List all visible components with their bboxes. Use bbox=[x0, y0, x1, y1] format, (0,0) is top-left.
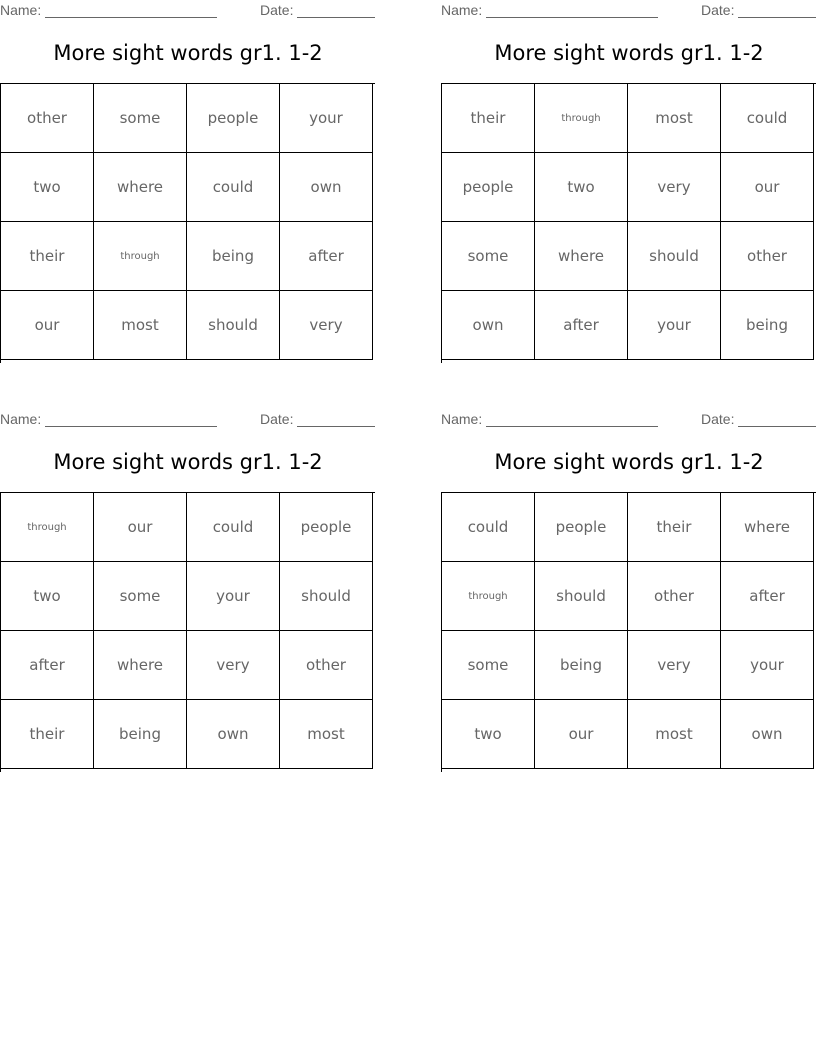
grid-cell: being bbox=[721, 291, 814, 360]
grid-cell: through bbox=[535, 84, 628, 153]
word-grid bbox=[441, 83, 816, 363]
grid-cell: two bbox=[535, 153, 628, 222]
grid-cell: should bbox=[628, 222, 721, 291]
grid-cell: could bbox=[442, 493, 535, 562]
grid-cell: through bbox=[442, 562, 535, 631]
grid-cell: through bbox=[1, 493, 94, 562]
grid-cell: other bbox=[280, 631, 373, 700]
grid-cell: where bbox=[94, 153, 187, 222]
grid-cell: after bbox=[280, 222, 373, 291]
grid-cell: your bbox=[187, 562, 280, 631]
card-header bbox=[441, 411, 816, 429]
grid-cell: people bbox=[187, 84, 280, 153]
date-label: Date: bbox=[260, 2, 294, 18]
grid-cell: our bbox=[721, 153, 814, 222]
word-grid bbox=[441, 492, 816, 772]
date-blank-line[interactable] bbox=[738, 426, 816, 427]
grid-cell: your bbox=[628, 291, 721, 360]
card-title: More sight words gr1. 1-2 bbox=[494, 450, 764, 474]
grid-cell: being bbox=[535, 631, 628, 700]
card-header bbox=[441, 2, 816, 20]
date-label: Date: bbox=[260, 411, 294, 427]
grid-cell: very bbox=[280, 291, 373, 360]
card-header bbox=[0, 411, 376, 429]
name-blank-line[interactable] bbox=[45, 17, 217, 18]
card-title: More sight words gr1. 1-2 bbox=[53, 41, 323, 65]
grid-cell: very bbox=[628, 631, 721, 700]
grid-cell: being bbox=[94, 700, 187, 769]
grid-cell: own bbox=[187, 700, 280, 769]
name-blank-line[interactable] bbox=[486, 426, 658, 427]
grid-cell: where bbox=[94, 631, 187, 700]
grid-cell: own bbox=[280, 153, 373, 222]
grid-cell: our bbox=[535, 700, 628, 769]
grid-cell: their bbox=[1, 700, 94, 769]
grid-cell: two bbox=[1, 562, 94, 631]
date-blank-line[interactable] bbox=[297, 17, 375, 18]
name-label: Name: bbox=[441, 2, 483, 18]
grid-cell: our bbox=[94, 493, 187, 562]
grid-cell: after bbox=[1, 631, 94, 700]
grid-cell: other bbox=[628, 562, 721, 631]
grid-cell: some bbox=[94, 562, 187, 631]
date-label: Date: bbox=[701, 411, 735, 427]
grid-cell: should bbox=[280, 562, 373, 631]
grid-cell: people bbox=[442, 153, 535, 222]
grid-cell: could bbox=[187, 153, 280, 222]
grid-cell: their bbox=[628, 493, 721, 562]
name-label: Name: bbox=[441, 411, 483, 427]
grid-cell: could bbox=[721, 84, 814, 153]
grid-cell: people bbox=[535, 493, 628, 562]
name-label: Name: bbox=[0, 411, 42, 427]
grid-cell: very bbox=[628, 153, 721, 222]
grid-cell: should bbox=[535, 562, 628, 631]
grid-cell: our bbox=[1, 291, 94, 360]
grid-cell: some bbox=[442, 631, 535, 700]
bingo-card-1 bbox=[0, 0, 376, 380]
grid-cell: most bbox=[280, 700, 373, 769]
word-grid bbox=[0, 83, 375, 363]
grid-cell: should bbox=[187, 291, 280, 360]
grid-cell: their bbox=[442, 84, 535, 153]
bingo-card-2 bbox=[441, 0, 816, 380]
grid-cell: very bbox=[187, 631, 280, 700]
card-title: More sight words gr1. 1-2 bbox=[53, 450, 323, 474]
grid-cell: being bbox=[187, 222, 280, 291]
grid-cell: two bbox=[442, 700, 535, 769]
name-label: Name: bbox=[0, 2, 42, 18]
word-grid bbox=[0, 492, 375, 772]
grid-cell: own bbox=[442, 291, 535, 360]
grid-cell: some bbox=[94, 84, 187, 153]
grid-cell: some bbox=[442, 222, 535, 291]
date-blank-line[interactable] bbox=[738, 17, 816, 18]
bingo-card-3 bbox=[0, 409, 376, 789]
grid-cell: their bbox=[1, 222, 94, 291]
date-label: Date: bbox=[701, 2, 735, 18]
grid-cell: most bbox=[628, 700, 721, 769]
grid-cell: your bbox=[721, 631, 814, 700]
grid-cell: through bbox=[94, 222, 187, 291]
grid-cell: other bbox=[721, 222, 814, 291]
grid-cell: where bbox=[535, 222, 628, 291]
grid-cell: most bbox=[94, 291, 187, 360]
date-blank-line[interactable] bbox=[297, 426, 375, 427]
name-blank-line[interactable] bbox=[45, 426, 217, 427]
card-title: More sight words gr1. 1-2 bbox=[494, 41, 764, 65]
name-blank-line[interactable] bbox=[486, 17, 658, 18]
grid-cell: after bbox=[535, 291, 628, 360]
grid-cell: two bbox=[1, 153, 94, 222]
grid-cell: after bbox=[721, 562, 814, 631]
grid-cell: people bbox=[280, 493, 373, 562]
bingo-card-4 bbox=[441, 409, 816, 789]
grid-cell: where bbox=[721, 493, 814, 562]
grid-cell: own bbox=[721, 700, 814, 769]
card-header bbox=[0, 2, 376, 20]
grid-cell: most bbox=[628, 84, 721, 153]
grid-cell: other bbox=[1, 84, 94, 153]
grid-cell: your bbox=[280, 84, 373, 153]
grid-cell: could bbox=[187, 493, 280, 562]
